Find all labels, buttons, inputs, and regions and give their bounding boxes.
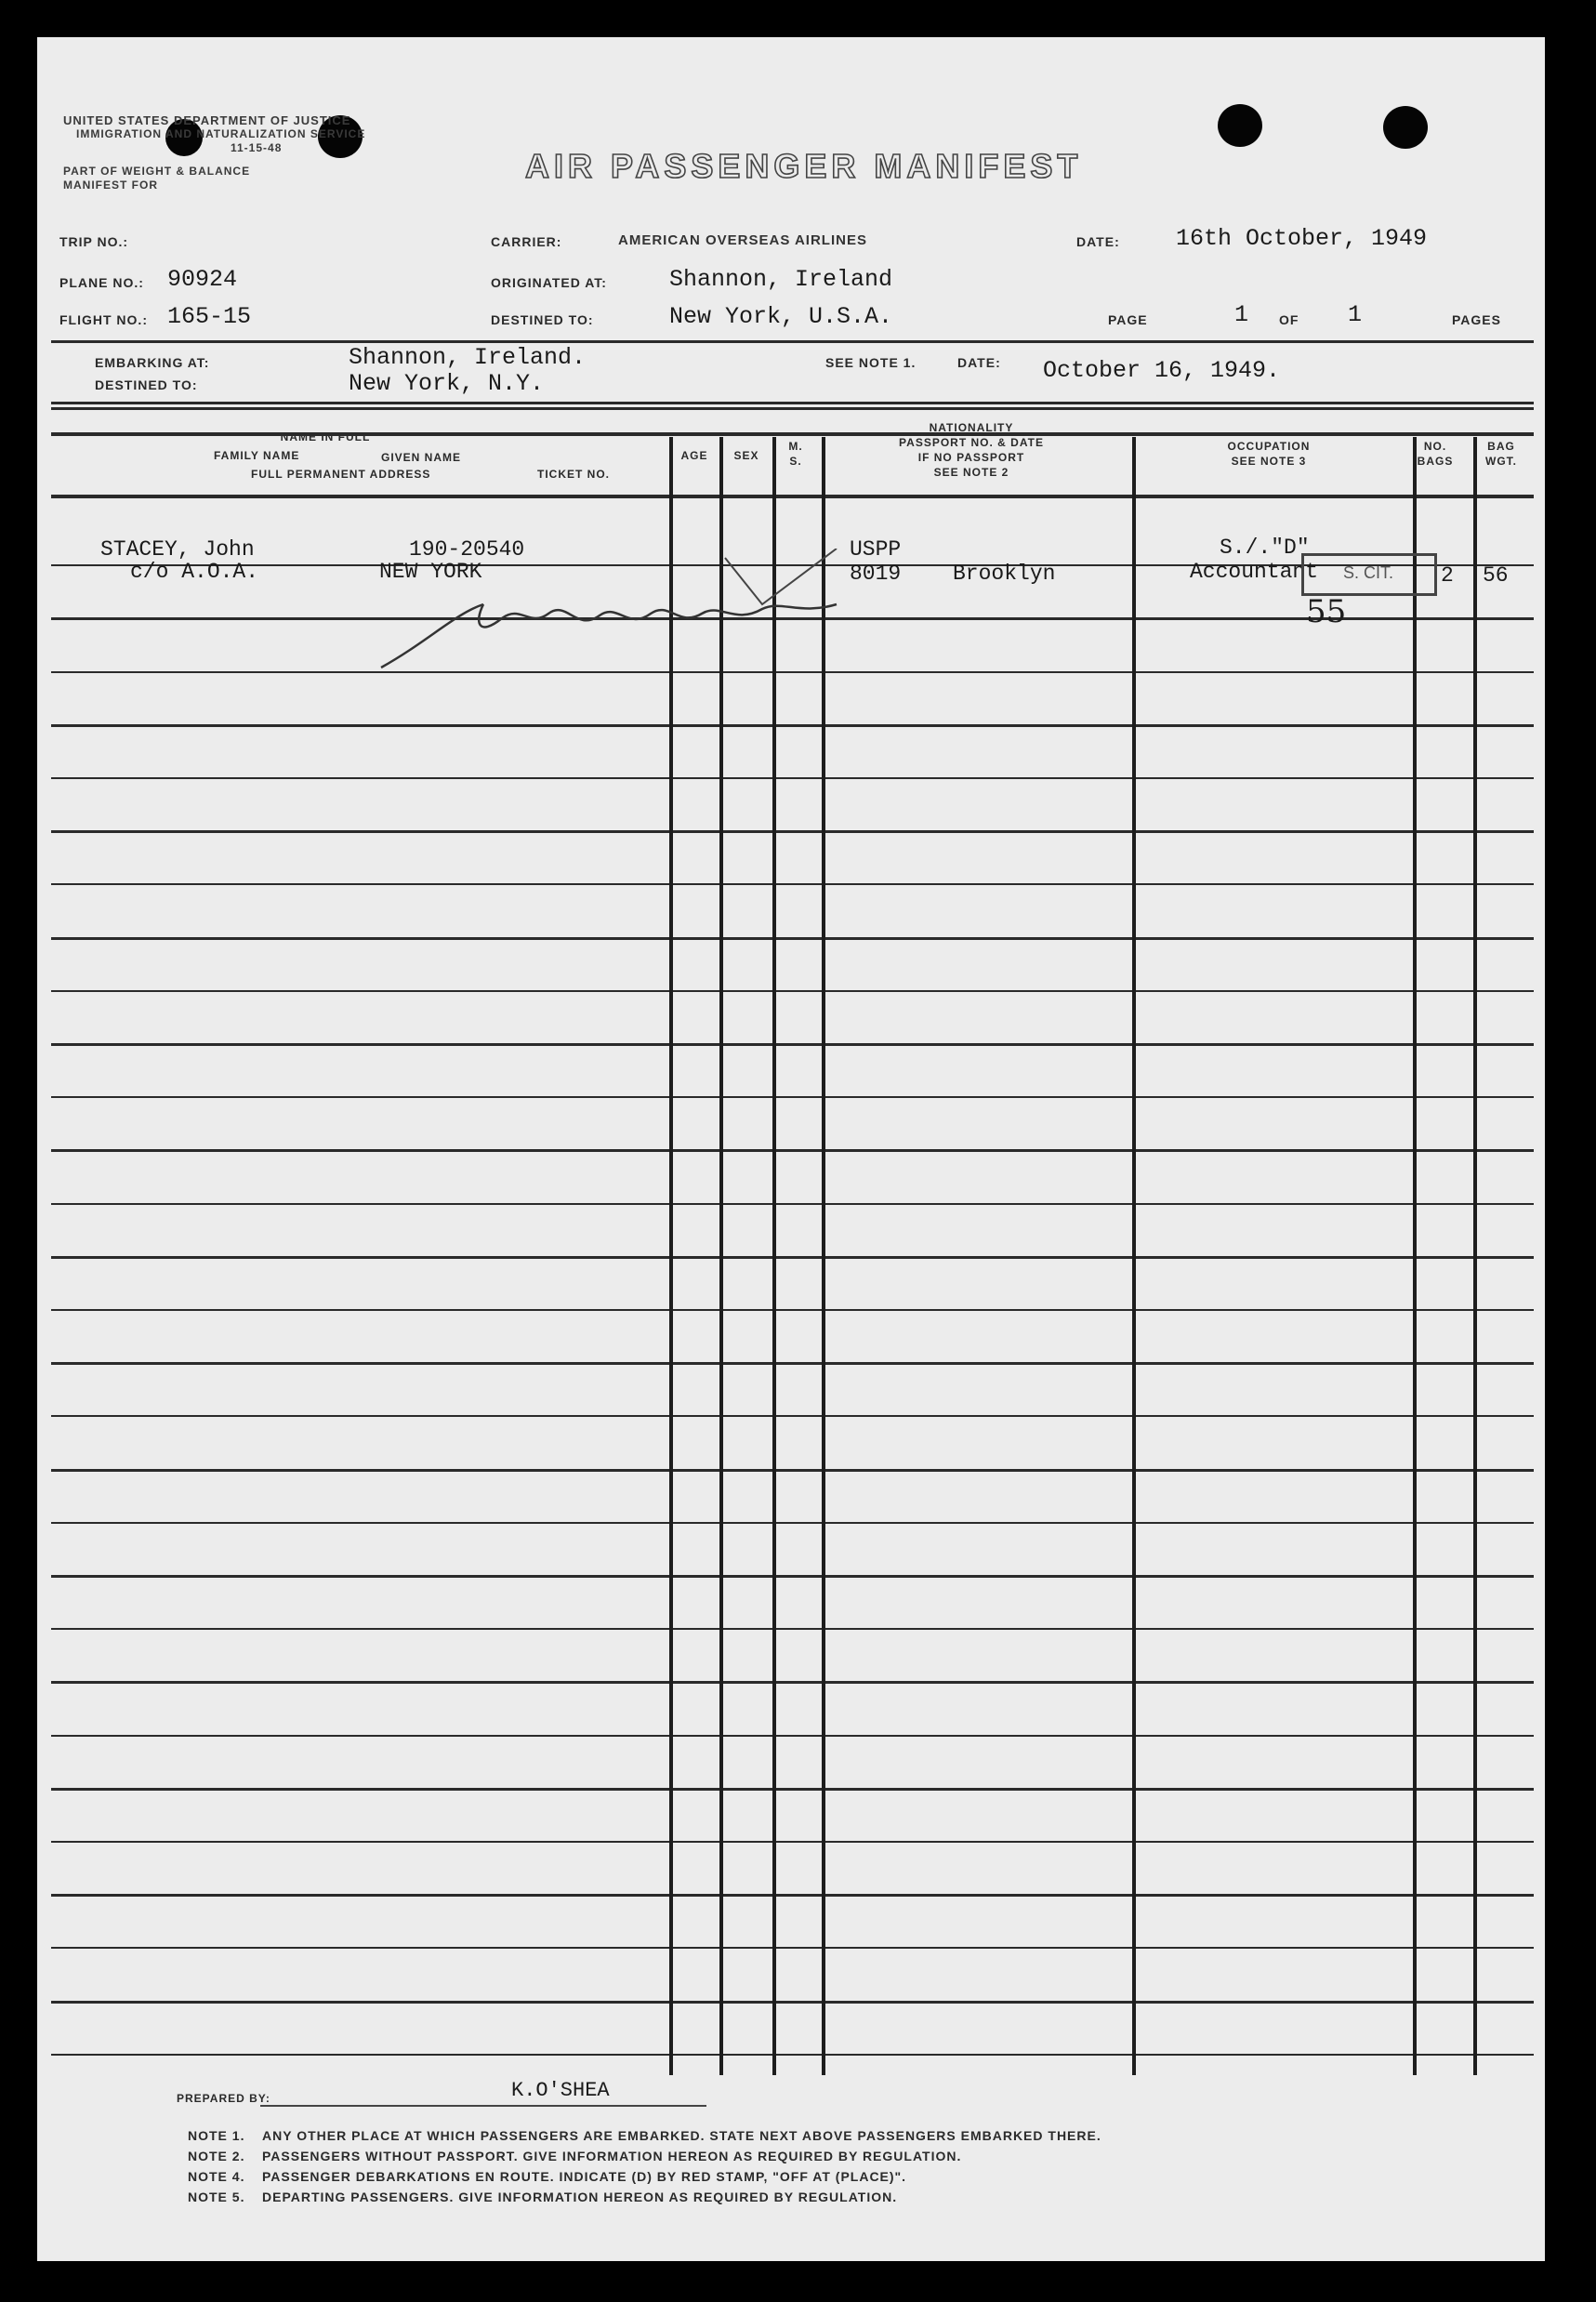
col-nat-line1: NATIONALITY [929, 421, 1014, 434]
punch-hole-right-1 [1218, 104, 1262, 147]
destined-label: DESTINED TO: [491, 312, 594, 327]
row-rule [51, 1203, 1534, 1205]
passenger-occupation: Accountant [1190, 560, 1319, 584]
page-label: PAGE [1108, 312, 1148, 327]
row-rule [51, 1628, 1534, 1630]
col-nationality [827, 420, 1115, 480]
prepared-underline [260, 2105, 706, 2107]
date-label: DATE: [1076, 234, 1120, 249]
flight-label: FLIGHT NO.: [59, 312, 148, 327]
row-rule [51, 1575, 1534, 1578]
row-rule [51, 830, 1534, 833]
row-rule [51, 1256, 1534, 1259]
agency-line-3: 11-15-48 [231, 141, 283, 154]
of-value: 1 [1348, 301, 1363, 328]
col-nat-line4: SEE NOTE 2 [933, 466, 1009, 479]
col-name-full: NAME IN FULL [280, 430, 371, 443]
col-occupation [1134, 439, 1404, 469]
col-bagwt-line1: BAG [1487, 440, 1515, 453]
note-5-text: DEPARTING PASSENGERS. GIVE INFORMATION HEREON AS REQUIRED BY REGULATION. [262, 2190, 898, 2204]
col-address: FULL PERMANENT ADDRESS [251, 468, 431, 481]
row-rule [51, 1096, 1534, 1098]
agency-line-1: UNITED STATES DEPARTMENT OF JUSTICE [63, 113, 351, 127]
age-handwritten: 55 [1306, 593, 1347, 630]
col-header-name [186, 430, 465, 444]
note-5 [188, 2187, 1101, 2207]
plane-value: 90924 [167, 266, 238, 293]
embark-destined-value: New York, N.Y. [349, 370, 545, 397]
page-value: 1 [1234, 301, 1249, 328]
col-line-bags-left [1413, 437, 1417, 2075]
note-2-label: NOTE 2. [188, 2149, 245, 2163]
col-ms [772, 439, 820, 469]
of-label: OF [1279, 312, 1299, 327]
col-ticket: TICKET NO. [537, 468, 610, 481]
row-rule [51, 1947, 1534, 1949]
row-rule [51, 2054, 1534, 2056]
row-rule [51, 1149, 1534, 1152]
note-4-text: PASSENGER DEBARKATIONS EN ROUTE. INDICATE (D) BY RED STAMP, "OFF AT (PLACE)". [262, 2169, 907, 2184]
pages-label: PAGES [1452, 312, 1501, 327]
carrier-value: AMERICAN OVERSEAS AIRLINES [618, 232, 867, 248]
destined-value: New York, U.S.A. [669, 303, 893, 330]
col-occ-line2: SEE NOTE 3 [1231, 455, 1307, 468]
see-note-1-label: SEE NOTE 1. [825, 355, 917, 370]
passenger-passport-no: 8019 [850, 562, 902, 586]
col-line-sex-left [719, 437, 723, 2075]
passenger-passport-place: Brooklyn [953, 562, 1056, 586]
col-sex: SEX [733, 449, 759, 462]
col-bags-line1: NO. [1423, 440, 1447, 453]
row-rule [51, 1362, 1534, 1365]
row-rule [51, 1522, 1534, 1524]
passenger-bag-weight: 56 [1483, 563, 1509, 588]
row-rule [51, 937, 1534, 940]
originated-value: Shannon, Ireland [669, 266, 893, 293]
embark-destined-label: DESTINED TO: [95, 377, 198, 392]
col-line-age-left [669, 437, 673, 2075]
table-top-rule-2 [51, 407, 1534, 410]
carrier-label: CARRIER: [491, 234, 562, 249]
col-nat-line3: IF NO PASSPORT [917, 451, 1025, 464]
notes-block [188, 2125, 1101, 2207]
plane-label: PLANE NO.: [59, 275, 144, 290]
passenger-city: NEW YORK [379, 560, 482, 584]
note-2-text: PASSENGERS WITHOUT PASSPORT. GIVE INFORMATION HEREON AS REQUIRED BY REGULATION. [262, 2149, 962, 2163]
header-divider [51, 340, 1534, 343]
col-bags-line2: BAGS [1417, 455, 1454, 468]
punch-hole-right-2 [1383, 106, 1428, 149]
row-rule [51, 1788, 1534, 1791]
date-value: 16th October, 1949 [1176, 225, 1428, 252]
note-2 [188, 2146, 1101, 2166]
note-1-text: ANY OTHER PLACE AT WHICH PASSENGERS ARE EMBARKED. STATE NEXT ABOVE PASSENGERS EMBARKED THERE. [262, 2128, 1101, 2143]
col-line-nat-left [822, 437, 825, 2075]
embark-date-value: October 16, 1949. [1043, 357, 1281, 384]
note-5-label: NOTE 5. [188, 2190, 245, 2204]
row-rule [51, 1309, 1534, 1311]
prepared-label: PREPARED BY: [177, 2092, 270, 2105]
row-rule [51, 1841, 1534, 1843]
passenger-ticket: 190-20540 [409, 537, 525, 562]
agency-line-4: PART OF WEIGHT & BALANCE [63, 165, 251, 178]
col-nat-line2: PASSPORT NO. & DATE [899, 436, 1044, 449]
agency-block [63, 113, 365, 192]
originated-label: ORIGINATED AT: [491, 275, 607, 290]
prepared-value: K.O'SHEA [511, 2079, 610, 2102]
flight-value: 165-15 [167, 303, 252, 330]
embark-date-label: DATE: [957, 355, 1001, 370]
row-rule [51, 1469, 1534, 1472]
passenger-nationality: USPP [850, 537, 902, 562]
row-rule [51, 1735, 1534, 1737]
note-1-label: NOTE 1. [188, 2128, 245, 2143]
note-4-label: NOTE 4. [188, 2169, 245, 2184]
col-family-name: FAMILY NAME [214, 449, 300, 462]
col-bags [1411, 439, 1459, 469]
column-header-rule [51, 495, 1534, 498]
table-top-rule-1 [51, 402, 1534, 404]
col-ms-line2: S. [789, 455, 802, 468]
signature-scrawl [372, 549, 855, 679]
col-line-bagwt-left [1473, 437, 1477, 2075]
col-bagwt-line2: WGT. [1485, 455, 1517, 468]
passenger-name: STACEY, John [100, 537, 255, 562]
note-4 [188, 2166, 1101, 2187]
col-ms-line1: M. [788, 440, 803, 453]
row-rule [51, 777, 1534, 779]
page-title: AIR PASSENGER MANIFEST [525, 147, 1083, 185]
passenger-address: c/o A.O.A. [130, 560, 259, 584]
embarking-label: EMBARKING AT: [95, 355, 210, 370]
col-line-ms-left [772, 437, 776, 2075]
row-rule [51, 990, 1534, 992]
row-rule [51, 1415, 1534, 1417]
col-line-occ-left [1132, 437, 1136, 2075]
trip-label: TRIP NO.: [59, 234, 129, 249]
row-rule [51, 1681, 1534, 1684]
agency-line-5: MANIFEST FOR [63, 179, 158, 192]
status-stamp-text: S. CIT. [1343, 563, 1394, 582]
manifest-sheet [37, 37, 1545, 2261]
passenger-bags: 2 [1441, 563, 1454, 588]
col-occ-line1: OCCUPATION [1227, 440, 1311, 453]
col-bagwt [1469, 439, 1534, 469]
passenger-occupation-code: S./."D" [1220, 536, 1310, 560]
row-rule [51, 883, 1534, 885]
agency-line-2: IMMIGRATION AND NATURALIZATION SERVICE [76, 127, 366, 140]
row-rule [51, 1894, 1534, 1897]
row-rule [51, 724, 1534, 727]
row-rule [51, 2001, 1534, 2004]
embarking-value: Shannon, Ireland. [349, 344, 587, 371]
row-rule [51, 1043, 1534, 1046]
col-age: AGE [680, 449, 708, 462]
col-given-name: GIVEN NAME [381, 451, 462, 464]
note-1 [188, 2125, 1101, 2146]
